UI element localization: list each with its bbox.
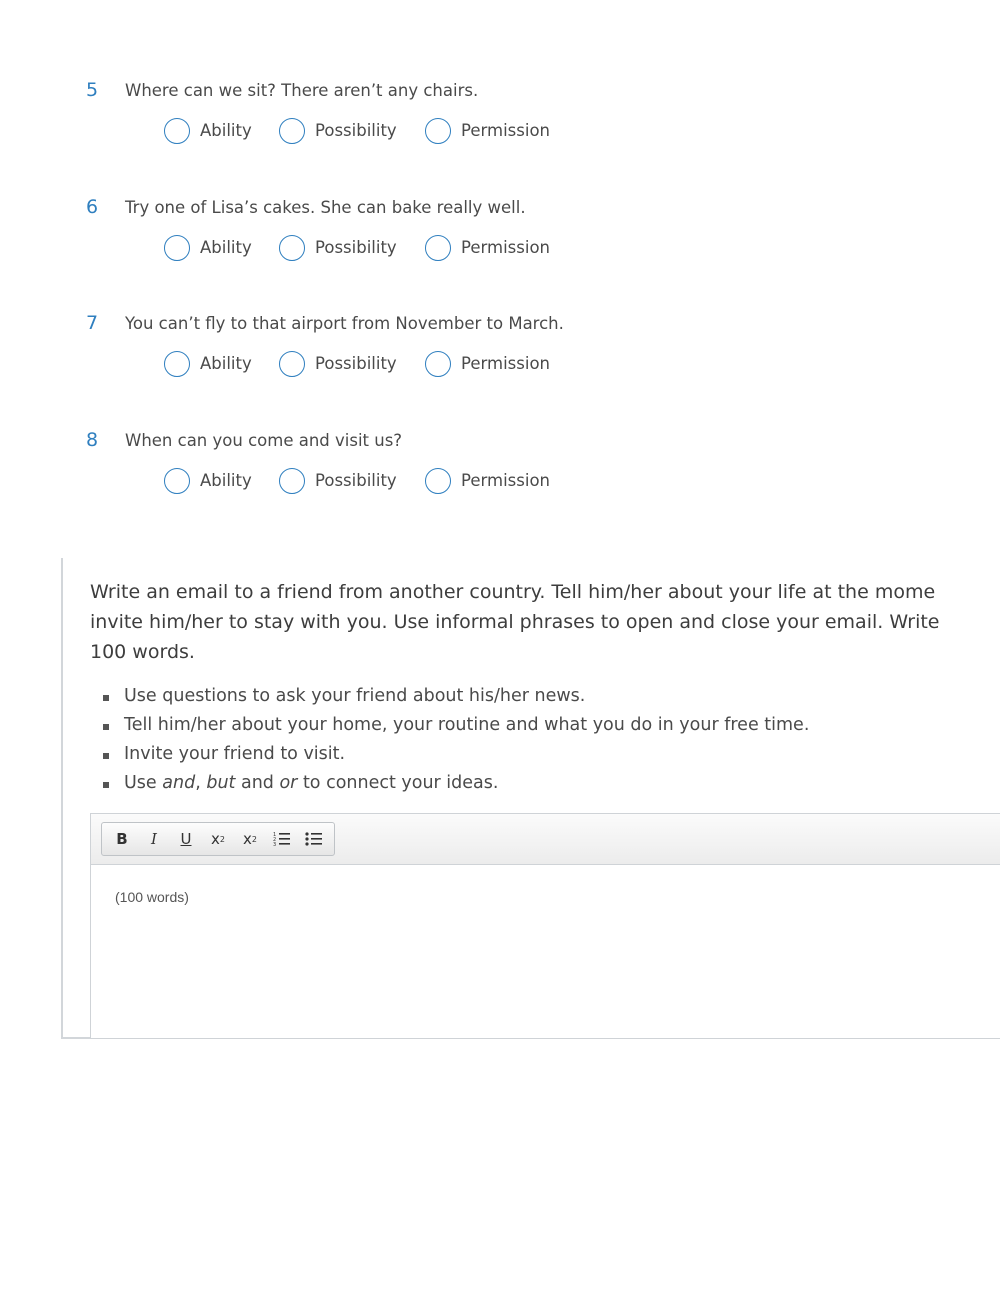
option-label: Possibility — [315, 238, 397, 257]
unordered-list-button[interactable] — [298, 825, 330, 853]
option-label: Permission — [461, 354, 550, 373]
svg-text:3: 3 — [273, 842, 277, 847]
option-label: Ability — [200, 238, 252, 257]
option-permission[interactable] — [425, 114, 550, 148]
svg-text:2: 2 — [273, 837, 277, 843]
radio-button[interactable] — [164, 118, 190, 144]
task-bullet-list — [103, 682, 809, 798]
bold-label: B — [116, 830, 128, 848]
bullet-item — [103, 740, 809, 769]
bullet-item — [103, 682, 809, 711]
radio-button[interactable] — [164, 235, 190, 261]
bullet-italic-word: or — [279, 773, 298, 793]
option-possibility[interactable] — [279, 114, 397, 148]
editor-placeholder: (100 words) — [115, 889, 189, 905]
radio-button[interactable] — [279, 468, 305, 494]
bullet-text: to connect your ideas. — [297, 773, 499, 793]
option-label: Possibility — [315, 121, 397, 140]
option-possibility[interactable] — [279, 347, 397, 381]
writing-prompt — [90, 577, 995, 667]
option-label: Permission — [461, 238, 550, 257]
rich-text-editor — [90, 813, 1000, 1039]
question-number: 8 — [86, 429, 99, 451]
option-label: Possibility — [315, 471, 397, 490]
radio-button[interactable] — [164, 468, 190, 494]
radio-button[interactable] — [425, 468, 451, 494]
bullet-text: , — [195, 773, 207, 793]
option-ability[interactable] — [164, 231, 252, 265]
question-text: Where can we sit? There aren’t any chairs. — [125, 81, 479, 100]
prompt-line: Write an email to a friend from another country. Tell him/her about your life at the mome — [90, 581, 936, 603]
question-number: 5 — [86, 79, 99, 101]
prompt-line: 100 words. — [90, 641, 195, 663]
svg-text:1: 1 — [273, 832, 277, 838]
radio-button[interactable] — [164, 351, 190, 377]
option-label: Possibility — [315, 354, 397, 373]
option-label: Ability — [200, 354, 252, 373]
question-text: You can’t fly to that airport from November to March. — [125, 314, 564, 333]
bullet-text: and — [235, 773, 280, 793]
option-label: Permission — [461, 471, 550, 490]
radio-button[interactable] — [425, 118, 451, 144]
option-label: Ability — [200, 121, 252, 140]
option-label: Ability — [200, 471, 252, 490]
option-ability[interactable] — [164, 114, 252, 148]
bullet-text: Use questions to ask your friend about his/her news. — [124, 686, 586, 706]
subscript-label: x — [243, 830, 252, 848]
option-permission[interactable] — [425, 347, 550, 381]
ordered-list-icon — [273, 831, 291, 847]
ordered-list-button[interactable] — [266, 825, 298, 853]
radio-button[interactable] — [425, 351, 451, 377]
question-7 — [0, 311, 1000, 427]
bullet-text: Tell him/her about your home, your routine and what you do in your free time. — [124, 715, 810, 735]
option-possibility[interactable] — [279, 231, 397, 265]
underline-button[interactable] — [170, 825, 202, 853]
option-permission[interactable] — [425, 231, 550, 265]
radio-button[interactable] — [279, 118, 305, 144]
bullet-item — [103, 711, 809, 740]
question-5 — [0, 78, 1000, 194]
bold-button[interactable] — [106, 825, 138, 853]
bullet-text: Invite your friend to visit. — [124, 744, 346, 764]
subscript-mark: 2 — [251, 834, 257, 844]
question-6 — [0, 195, 1000, 311]
editor-text-area[interactable] — [91, 865, 1000, 1038]
unordered-list-icon — [305, 831, 323, 847]
question-8 — [0, 428, 1000, 544]
italic-label: I — [151, 830, 157, 848]
superscript-mark: 2 — [219, 834, 225, 844]
option-ability[interactable] — [164, 347, 252, 381]
option-ability[interactable] — [164, 464, 252, 498]
radio-button[interactable] — [279, 235, 305, 261]
option-label: Permission — [461, 121, 550, 140]
question-number: 7 — [86, 312, 99, 334]
underline-label: U — [180, 830, 192, 848]
question-text: When can you come and visit us? — [125, 431, 403, 450]
superscript-label: x — [211, 830, 220, 848]
prompt-line: invite him/her to stay with you. Use informal phrases to open and close your email. Write — [90, 611, 940, 633]
question-text: Try one of Lisa’s cakes. She can bake really well. — [125, 198, 526, 217]
bullet-text: Use — [124, 773, 163, 793]
bullet-item — [103, 769, 809, 798]
editor-toolbar — [91, 814, 1000, 865]
bullet-italic-word: and — [162, 773, 196, 793]
italic-button[interactable] — [138, 825, 170, 853]
subscript-button[interactable] — [234, 825, 266, 853]
option-possibility[interactable] — [279, 464, 397, 498]
bullet-italic-word: but — [206, 773, 236, 793]
radio-button[interactable] — [279, 351, 305, 377]
superscript-button[interactable] — [202, 825, 234, 853]
option-permission[interactable] — [425, 464, 550, 498]
radio-button[interactable] — [425, 235, 451, 261]
question-number: 6 — [86, 196, 99, 218]
format-button-group — [101, 822, 335, 856]
